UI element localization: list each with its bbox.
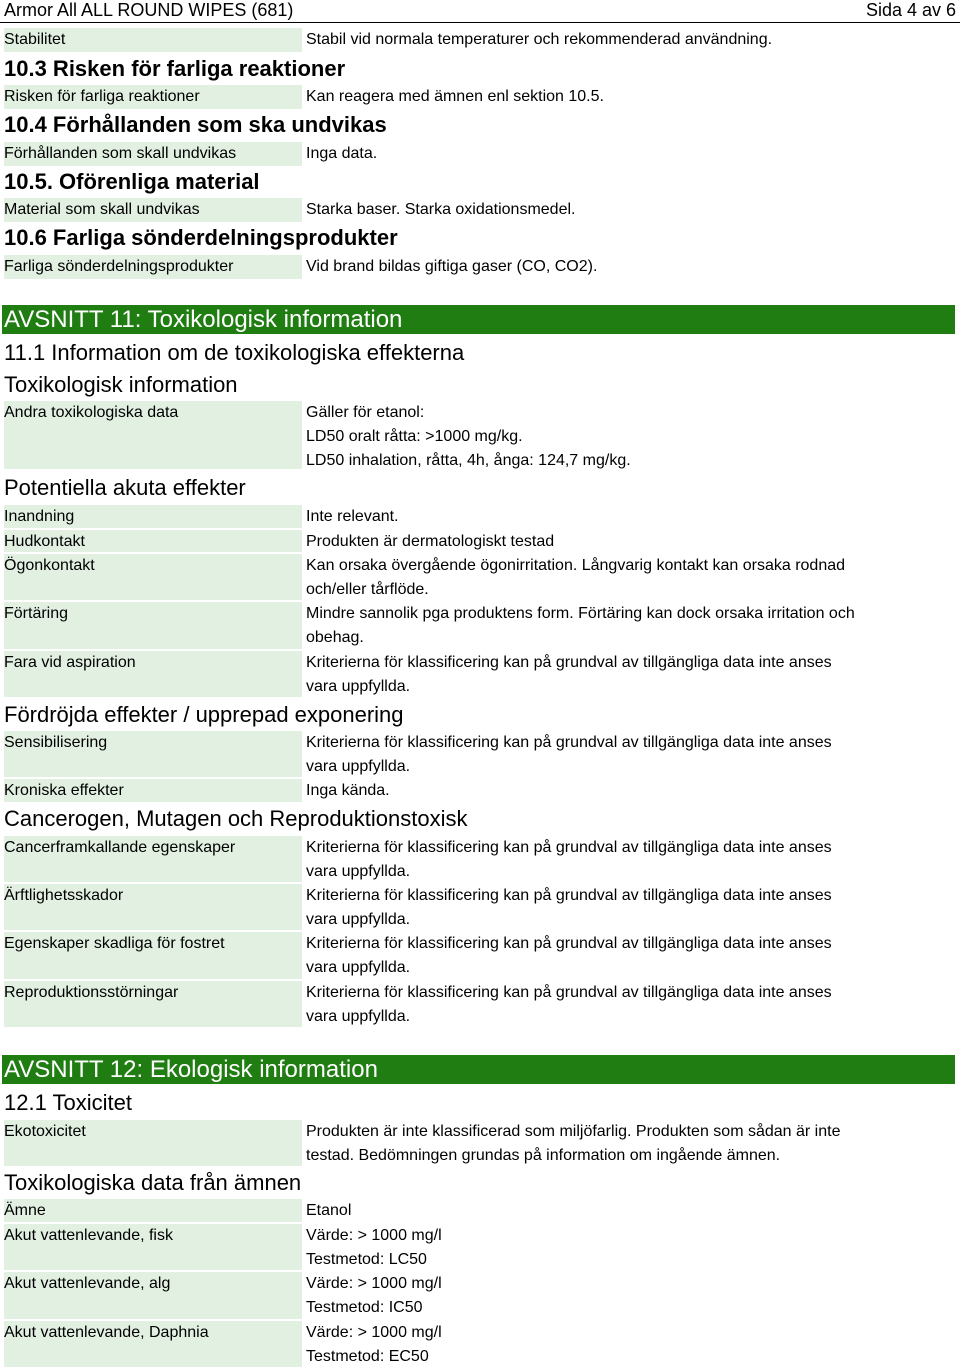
subsection-heading: 10.4 Förhållanden som ska undvikas (4, 112, 387, 137)
subheading: Toxikologisk information (4, 372, 238, 397)
value-line: Produkten är inte klassificerad som miljöfarlig. Produkten som sådan är inte (306, 1123, 841, 1140)
property-value (306, 602, 926, 650)
subheading: Cancerogen, Mutagen och Reproduktionstoxisk (4, 806, 468, 831)
property-label: Akut vattenlevande, fisk (4, 1224, 302, 1270)
property-row (0, 85, 960, 111)
value-line: Inte relevant. (306, 508, 399, 525)
value-line: testad. Bedömningen grundas på information om ingående ämnen. (306, 1147, 781, 1164)
value-line: LD50 inhalation, råtta, 4h, ånga: 124,7 mg/kg. (306, 452, 631, 469)
property-row (0, 731, 960, 779)
subsection-heading: 10.5. Oförenliga material (4, 169, 260, 194)
property-value (306, 932, 926, 980)
property-value (306, 779, 926, 803)
value-line: Kriterierna för klassificering kan på grundval av tillgängliga data inte anses (306, 654, 832, 671)
property-label: Fara vid aspiration (4, 651, 302, 697)
property-row (0, 602, 960, 651)
value-line: LD50 oralt råtta: >1000 mg/kg. (306, 428, 523, 445)
value-line: Kriterierna för klassificering kan på grundval av tillgängliga data inte anses (306, 839, 832, 856)
property-label: Akut vattenlevande, alg (4, 1272, 302, 1319)
property-label: Material som skall undvikas (4, 198, 302, 222)
property-label: Farliga sönderdelningsprodukter (4, 255, 302, 279)
value-line: Kriterierna för klassificering kan på grundval av tillgängliga data inte anses (306, 734, 832, 751)
property-row (0, 255, 960, 281)
property-value (306, 836, 926, 884)
subheading: Fördröjda effekter / upprepad exponering (4, 702, 404, 727)
property-row (0, 28, 960, 54)
value-line: vara uppfyllda. (306, 758, 411, 775)
property-label: Andra toxikologiska data (4, 401, 302, 469)
value-line: vara uppfyllda. (306, 1008, 411, 1025)
property-label: Kroniska effekter (4, 779, 302, 802)
value-line: Mindre sannolik pga produktens form. Förtäring kan dock orsaka irritation och (306, 605, 855, 622)
property-label: Egenskaper skadliga för fostret (4, 932, 302, 979)
property-label: Förtäring (4, 602, 302, 649)
subheading: 11.1 Information om de toxikologiska effekterna (4, 340, 465, 365)
value-line: Vid brand bildas giftiga gaser (CO, CO2). (306, 258, 598, 275)
property-row (0, 554, 960, 602)
subheading: 12.1 Toxicitet (4, 1090, 133, 1115)
section-heading-text: AVSNITT 12: Ekologisk information (4, 1056, 378, 1083)
property-value (306, 554, 926, 602)
property-row (0, 1272, 960, 1321)
property-label: Hudkontakt (4, 530, 302, 552)
value-line: och/eller tårflöde. (306, 581, 429, 598)
property-row (0, 198, 960, 224)
value-line: Inga data. (306, 145, 378, 162)
value-line: Etanol (306, 1202, 352, 1219)
value-line: vara uppfyllda. (306, 678, 411, 695)
property-row (0, 530, 960, 554)
property-value (306, 981, 926, 1029)
value-line: obehag. (306, 629, 364, 646)
value-line: Kriterierna för klassificering kan på grundval av tillgängliga data inte anses (306, 935, 832, 952)
property-value (306, 85, 926, 109)
property-label: Inandning (4, 505, 302, 528)
property-value (306, 505, 926, 529)
property-label: Cancerframkallande egenskaper (4, 836, 302, 882)
page-number: Sida 4 av 6 (865, 0, 956, 20)
value-line: Inga kända. (306, 782, 390, 799)
property-row (0, 884, 960, 932)
property-value (306, 651, 926, 699)
subsection-heading: 10.6 Farliga sönderdelningsprodukter (4, 225, 398, 250)
value-line: Testmetod: EC50 (306, 1348, 429, 1365)
property-row (0, 1224, 960, 1272)
property-row (0, 142, 960, 168)
property-value (306, 255, 926, 279)
property-row (0, 932, 960, 981)
property-row (0, 981, 960, 1029)
value-line: Testmetod: IC50 (306, 1299, 423, 1316)
property-label: Sensibilisering (4, 731, 302, 777)
property-label: Förhållanden som skall undvikas (4, 142, 302, 166)
property-label: Akut vattenlevande, Daphnia (4, 1321, 302, 1367)
property-row (0, 1321, 960, 1369)
property-value (306, 1199, 926, 1223)
property-value (306, 142, 926, 166)
subsection-heading: 10.3 Risken för farliga reaktioner (4, 56, 346, 81)
property-value (306, 401, 926, 473)
property-value (306, 731, 926, 779)
document-title: Armor All ALL ROUND WIPES (681) (4, 0, 294, 20)
property-label: Stabilitet (4, 28, 302, 52)
value-line: vara uppfyllda. (306, 911, 411, 928)
value-line: Värde: > 1000 mg/l (306, 1227, 442, 1244)
property-value (306, 1321, 926, 1369)
value-line: Kan reagera med ämnen enl sektion 10.5. (306, 88, 604, 105)
section-heading-text: AVSNITT 11: Toxikologisk information (4, 306, 403, 333)
property-row (0, 505, 960, 530)
property-row (0, 1120, 960, 1168)
value-line: Stabil vid normala temperaturer och rekommenderad användning. (306, 31, 773, 48)
subheading: Toxikologiska data från ämnen (4, 1170, 302, 1195)
value-line: Testmetod: LC50 (306, 1251, 427, 1268)
property-label: Ögonkontakt (4, 554, 302, 600)
property-row (0, 1199, 960, 1224)
property-value (306, 1224, 926, 1272)
value-line: Produkten är dermatologiskt testad (306, 533, 555, 550)
value-line: vara uppfyllda. (306, 863, 411, 880)
property-row (0, 401, 960, 471)
property-label: Ämne (4, 1199, 302, 1222)
value-line: Kriterierna för klassificering kan på grundval av tillgängliga data inte anses (306, 887, 832, 904)
property-label: Reproduktionsstörningar (4, 981, 302, 1027)
value-line: Värde: > 1000 mg/l (306, 1275, 442, 1292)
property-value (306, 198, 926, 222)
property-label: Ärftlighetsskador (4, 884, 302, 930)
property-value (306, 1120, 926, 1168)
property-label: Ekotoxicitet (4, 1120, 302, 1166)
property-value (306, 28, 926, 52)
property-value (306, 1272, 926, 1320)
value-line: Kriterierna för klassificering kan på grundval av tillgängliga data inte anses (306, 984, 832, 1001)
value-line: Gäller för etanol: (306, 404, 425, 421)
value-line: Värde: > 1000 mg/l (306, 1324, 442, 1341)
property-label: Risken för farliga reaktioner (4, 85, 302, 109)
subheading: Potentiella akuta effekter (4, 475, 246, 500)
property-value (306, 884, 926, 932)
section-heading (2, 1055, 955, 1084)
value-line: vara uppfyllda. (306, 959, 411, 976)
property-row (0, 836, 960, 884)
section-heading (2, 305, 955, 334)
property-value (306, 530, 926, 554)
value-line: Kan orsaka övergående ögonirritation. Långvarig kontakt kan orsaka rodnad (306, 557, 846, 574)
property-row (0, 779, 960, 804)
property-row (0, 651, 960, 699)
value-line: Starka baser. Starka oxidationsmedel. (306, 201, 576, 218)
